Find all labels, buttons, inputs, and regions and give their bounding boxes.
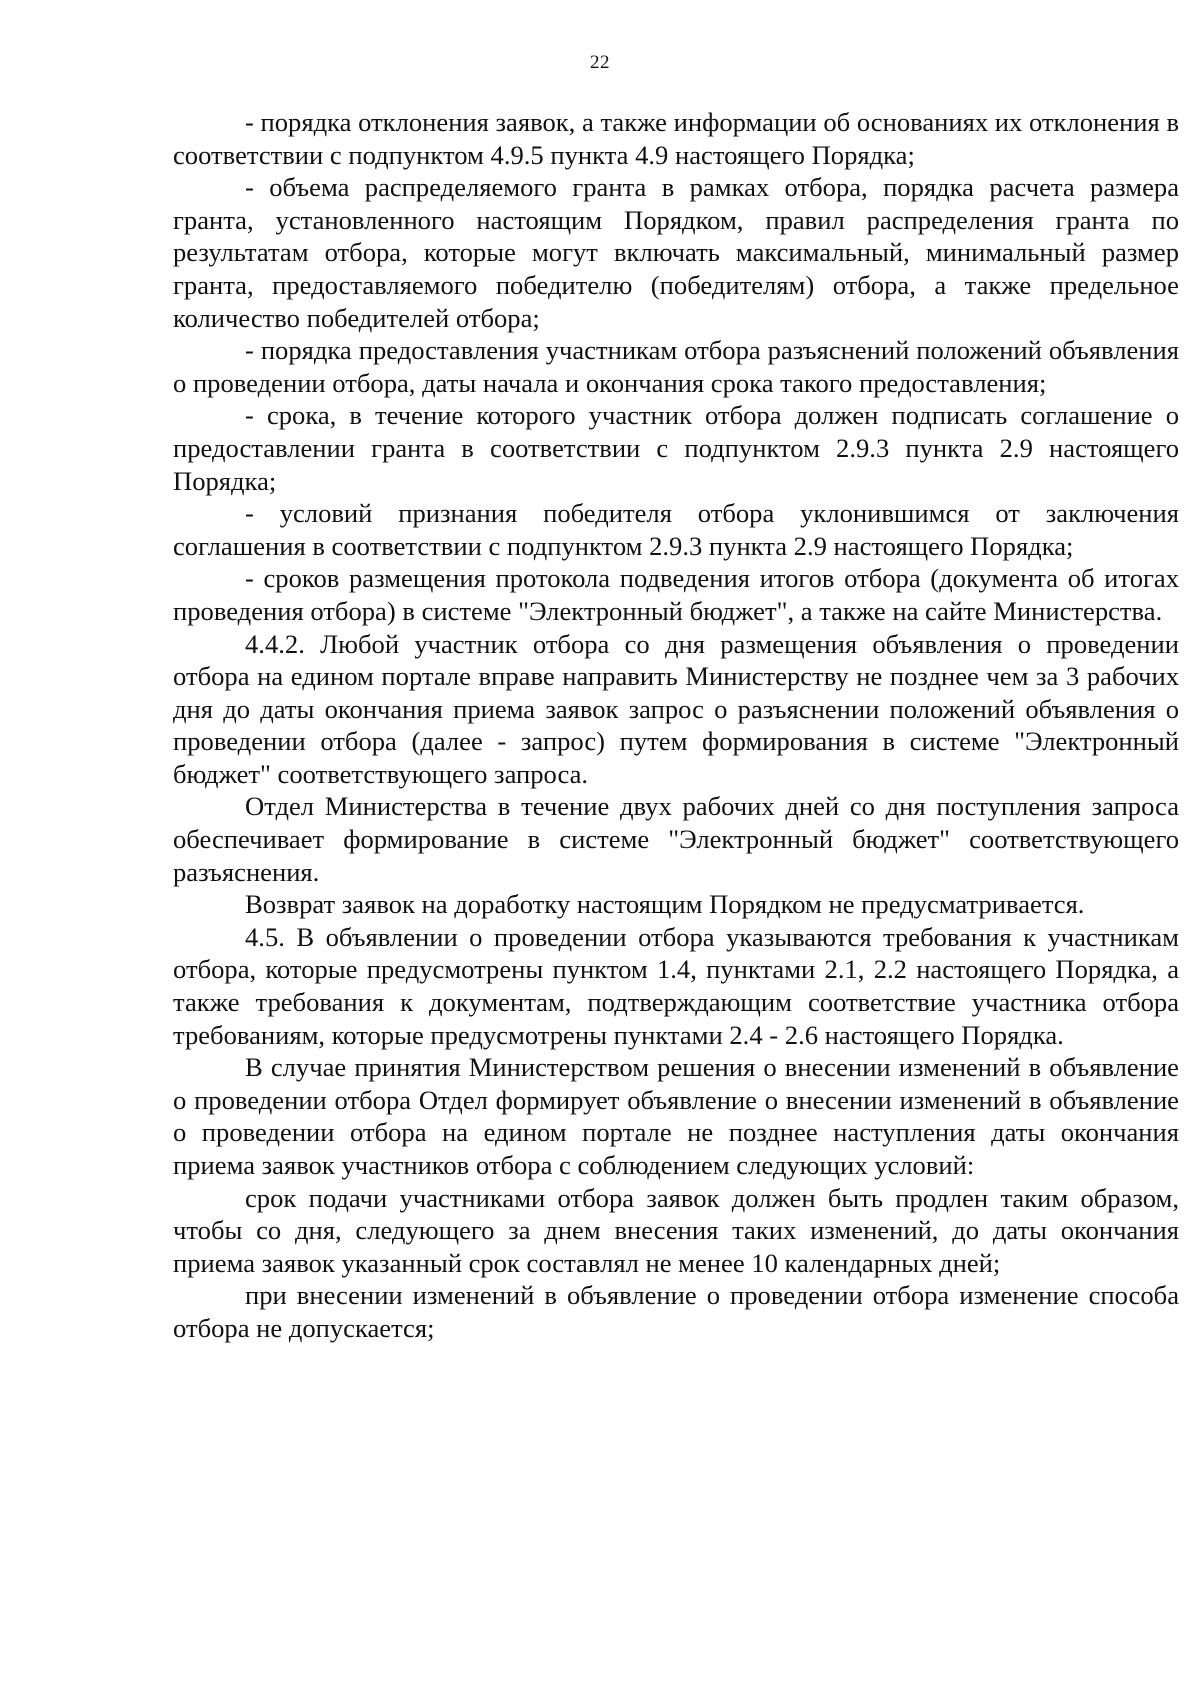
page-number: 22 — [590, 52, 610, 73]
paragraph: - порядка предоставления участникам отбора разъяснений положений объявления о проведении отбора, даты начала и окончания срока такого предоставления; — [173, 335, 1179, 398]
paragraph: - срока, в течение которого участник отбора должен подписать соглашение о предоставлении гранта в соответствии с подпунктом 2.9.3 пункта 2.9 настоящего Порядка; — [173, 400, 1179, 496]
paragraph: - сроков размещения протокола подведения итогов отбора (документа об итогах проведения отбора) в системе "Электронный бюджет", а также на сайте Министерства. — [173, 563, 1179, 626]
paragraph: 4.5. В объявлении о проведении отбора указываются требования к участникам отбора, которые предусмотрены пунктом 1.4, пунктами 2.1, 2.2 настоящего Порядка, а также требования к документам, подтверждающим соответствие участника отбора требованиям, которые предусмотрены пунктами 2.4 - 2.6 настоящего Порядка. — [173, 921, 1179, 1050]
paragraph: Возврат заявок на доработку настоящим Порядком не предусматривается. — [245, 889, 1085, 920]
paragraph: - условий признания победителя отбора уклонившимся от заключения соглашения в соответствии с подпунктом 2.9.3 пункта 2.9 настоящего Порядка; — [173, 498, 1179, 561]
paragraph: Отдел Министерства в течение двух рабочих дней со дня поступления запроса обеспечивает формирование в системе "Электронный бюджет" соответствующего разъяснения. — [173, 791, 1179, 887]
document-body — [173, 106, 1179, 1345]
paragraph: - объема распределяемого гранта в рамках отбора, порядка расчета размера гранта, установленного настоящим Порядком, правил распределения гранта по результатам отбора, которые могут включать максимальный, минимальный размер гранта, предоставляемого победителю (победителям) отбора, а также предельное количество победителей отбора; — [173, 172, 1179, 333]
paragraph: 4.4.2. Любой участник отбора со дня размещения объявления о проведении отбора на едином портале вправе направить Министерству не позднее чем за 3 рабочих дня до даты окончания приема заявок запрос о разъяснении положений объявления о проведении отбора (далее - запрос) путем формирования в системе "Электронный бюджет" соответствующего запроса. — [173, 628, 1179, 789]
paragraph: при внесении изменений в объявление о проведении отбора изменение способа отбора не допускается; — [173, 1280, 1179, 1343]
paragraph: В случае принятия Министерством решения о внесении изменений в объявление о проведении отбора Отдел формирует объявление о внесении изменений в объявление о проведении отбора на едином портале не позднее наступления даты окончания приема заявок участников отбора с соблюдением следующих условий: — [173, 1052, 1179, 1180]
paragraph: - порядка отклонения заявок, а также информации об основаниях их отклонения в соответствии с подпунктом 4.9.5 пункта 4.9 настоящего Порядка; — [173, 107, 1179, 170]
paragraph: срок подачи участниками отбора заявок должен быть продлен таким образом, чтобы со дня, следующего за днем внесения таких изменений, до даты окончания приема заявок указанный срок составлял не менее 10 календарных дней; — [173, 1182, 1179, 1278]
